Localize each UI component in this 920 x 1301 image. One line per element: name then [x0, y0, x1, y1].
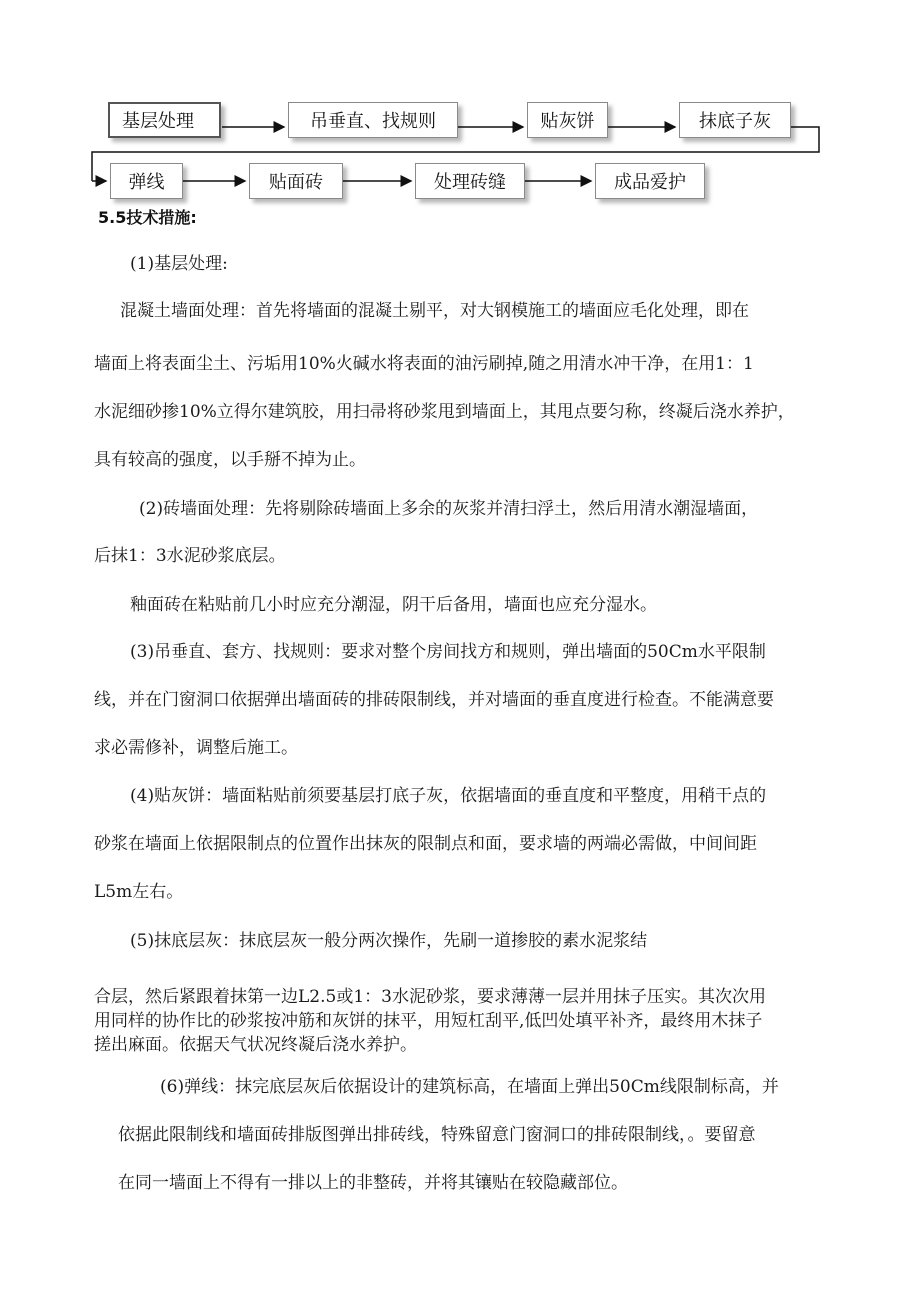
paragraph-line: 用同样的协作比的砂浆按冲筋和灰饼的抹平，用短杠刮平,低凹处填平补齐，最终用木抹子: [94, 1011, 763, 1031]
flow-step-plaster-cakes: 贴灰饼: [527, 102, 608, 138]
paragraph-line: 砂浆在墙面上依据限制点的位置作出抹灰的限制点和面，要求墙的两端必需做，中间间距: [94, 834, 757, 854]
paragraph-line: (4)贴灰饼：墙面粘贴前须要基层打底子灰，依据墙面的垂直度和平整度，用稍干点的: [130, 786, 767, 806]
paragraph-line: 合层，然后紧跟着抹第一边L2.5或1：3水泥砂浆，要求薄薄一层并用抹子压实。其次次用: [94, 987, 766, 1007]
flow-step-plumb-square: 吊垂直、找规则: [288, 102, 458, 138]
flow-step-protection: 成品爱护: [595, 163, 705, 199]
paragraph-line: 依据此限制线和墙面砖排版图弹出排砖线，特殊留意门窗洞口的排砖限制线，。要留意: [118, 1125, 756, 1145]
paragraph-line: 后抹1：3水泥砂浆底层。: [94, 546, 286, 566]
paragraph-line: (6)弹线：抹完底层灰后依据设计的建筑标高，在墙面上弹出50Cm线限制标高，并: [160, 1077, 779, 1097]
paragraph-line: 墙面上将表面尘土、污垢用10%火碱水将表面的油污刷掉,随之用清水冲干净，在用1：1: [94, 354, 754, 374]
flow-step-tiling: 贴面砖: [249, 163, 343, 199]
section-heading: 5.5技术措施:: [98, 208, 197, 227]
paragraph-line: 求必需修补，调整后施工。: [94, 738, 298, 758]
paragraph-line: (3)吊垂直、套方、找规则：要求对整个房间找方和规则，弹出墙面的50Cm水平限制: [130, 642, 766, 662]
flow-step-base-treatment: 基层处理: [108, 102, 221, 138]
paragraph-line: 釉面砖在粘贴前几小时应充分潮湿，阴干后备用，墙面也应充分湿水。: [130, 595, 657, 615]
paragraph-line: 搓出麻面。依据天气状况终凝后浇水养护。: [94, 1035, 417, 1055]
paragraph-line: (2)砖墙面处理：先将剔除砖墙面上多余的灰浆并清扫浮土，然后用清水潮湿墙面，: [139, 499, 759, 519]
paragraph-line: 在同一墙面上不得有一排以上的非整砖，并将其镶贴在较隐藏部位。: [118, 1173, 628, 1193]
paragraph-line: 水泥细砂掺10%立得尔建筑胶，用扫帚将砂浆甩到墙面上，其甩点要匀称，终凝后浇水养护，: [94, 402, 795, 422]
flow-step-joints: 处理砖缝: [415, 163, 525, 199]
paragraph-line: (5)抹底层灰：抹底层灰一般分两次操作，先刷一道掺胶的素水泥浆结: [130, 931, 648, 951]
paragraph-line: 具有较高的强度，以手掰不掉为止。: [94, 450, 366, 470]
paragraph-line: 混凝土墙面处理：首先将墙面的混凝土剔平，对大钢模施工的墙面应毛化处理，即在: [120, 301, 749, 321]
paragraph-line: L5m左右。: [94, 882, 184, 902]
paragraph-line: (1)基层处理:: [130, 254, 228, 274]
paragraph-line: 线，并在门窗洞口依据弹出墙面砖的排砖限制线，并对墙面的垂直度进行检查。不能满意要: [94, 690, 774, 710]
flow-step-base-coat: 抹底子灰: [679, 102, 791, 138]
flow-step-snap-line: 弹线: [110, 163, 183, 199]
